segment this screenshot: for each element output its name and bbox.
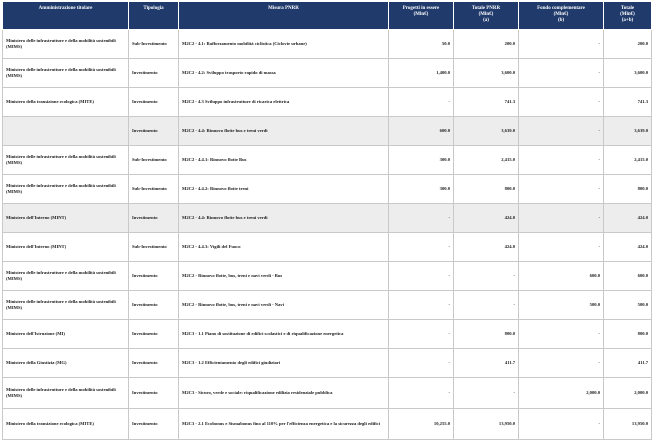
cell-administration: Ministero dell'Interno (MINT) [3, 204, 129, 233]
cell-measure: M2C3 - 1.1 Piano di sostituzione di edifici scolastici e di riqualificazione energetica [179, 320, 389, 349]
cell-measure: M2C2 - 4.1: Rafforzamento mobilità ciclistica (Ciclovie urbane) [179, 30, 389, 59]
cell-total: 2,415.0 [604, 146, 652, 175]
cell-complementary-fund: - [519, 320, 604, 349]
cell-projects: - [389, 88, 454, 117]
cell-total: 3,600.0 [604, 59, 652, 88]
table-row [3, 146, 652, 175]
cell-total: 2,000.0 [604, 378, 652, 409]
table-row [3, 88, 652, 117]
cell-total: 411.7 [604, 349, 652, 378]
cell-type: Investimento [129, 291, 179, 320]
cell-total: 13,950.0 [604, 409, 652, 440]
table-row [3, 59, 652, 88]
cell-complementary-fund: - [519, 175, 604, 204]
cell-complementary-fund: - [519, 30, 604, 59]
cell-projects: 300.0 [389, 146, 454, 175]
cell-projects: - [389, 349, 454, 378]
cell-total: 800.0 [604, 175, 652, 204]
header-type: Tipologia [129, 2, 179, 30]
cell-projects: - [389, 204, 454, 233]
cell-measure: M2C2 - 4.4.3: Vigili del Fuoco [179, 233, 389, 262]
header-measure: Misura PNRR [179, 2, 389, 30]
cell-pnrr-total: 3,600.0 [454, 59, 519, 88]
cell-complementary-fund: - [519, 117, 604, 146]
cell-total: 800.0 [604, 320, 652, 349]
cell-type: Sub-Investimento [129, 146, 179, 175]
cell-complementary-fund: 500.0 [519, 291, 604, 320]
cell-administration: Ministero della Giustizia (MG) [3, 349, 129, 378]
cell-complementary-fund: 2,000.0 [519, 378, 604, 409]
header-pnrr-total: Totale PNRR (Mln€) (a) [454, 2, 519, 30]
cell-administration: Ministero delle infrastrutture e della mobilità sostenibili (MIMS) [3, 175, 129, 204]
cell-pnrr-total: - [454, 378, 519, 409]
cell-measure: M2C3 - 1.2 Efficientamento degli edifici giudiziari [179, 349, 389, 378]
cell-type: Investimento [129, 409, 179, 440]
cell-measure: M2C2 - Rinnovo flotte, bus, treni e navi verdi - Navi [179, 291, 389, 320]
cell-projects: - [389, 320, 454, 349]
cell-projects: 1,400.0 [389, 59, 454, 88]
cell-administration [3, 117, 129, 146]
cell-pnrr-total: 800.0 [454, 175, 519, 204]
header-complementary-fund: Fondo complementare (Mln€) (b) [519, 2, 604, 30]
cell-measure: M2C3 - Sicuro, verde e sociale: riqualificazione edilizia residenziale pubblica [179, 378, 389, 409]
cell-total: 3,639.0 [604, 117, 652, 146]
cell-measure: M2C3 - 2.1 Ecobonus e Sismabonus fino al 110% per l'efficienza energetica e la sicurezza degli edifici [179, 409, 389, 440]
cell-type: Sub-Investimento [129, 175, 179, 204]
table-row [3, 320, 652, 349]
cell-measure: M2C2 - 4.3 Sviluppo infrastrutture di ricarica elettrica [179, 88, 389, 117]
cell-measure: M2C2 - 4.4: Rinnovo flotte bus e treni verdi [179, 117, 389, 146]
cell-complementary-fund: - [519, 88, 604, 117]
cell-projects: 300.0 [389, 175, 454, 204]
cell-administration: Ministero delle infrastrutture e della mobilità sostenibili (MIMS) [3, 291, 129, 320]
cell-administration: Ministero della transizione ecologica (MITE) [3, 409, 129, 440]
cell-administration: Ministero della transizione ecologica (MITE) [3, 88, 129, 117]
cell-projects: 10,255.0 [389, 409, 454, 440]
cell-projects: 600.0 [389, 117, 454, 146]
table-row [3, 291, 652, 320]
cell-pnrr-total: - [454, 262, 519, 291]
table-row [3, 378, 652, 409]
table-body [3, 30, 652, 440]
cell-measure: M2C2 - 4.4.1: Rinnovo flotte Bus [179, 146, 389, 175]
cell-projects: - [389, 233, 454, 262]
table-row [3, 262, 652, 291]
cell-total: 424.0 [604, 233, 652, 262]
cell-type: Investimento [129, 88, 179, 117]
cell-total: 600.0 [604, 262, 652, 291]
header-projects: Progetti in essere (Mln€) [389, 2, 454, 30]
cell-projects: - [389, 291, 454, 320]
cell-pnrr-total: 800.0 [454, 320, 519, 349]
table-row [3, 204, 652, 233]
cell-administration: Ministero delle infrastrutture e della mobilità sostenibili (MIMS) [3, 262, 129, 291]
cell-measure: M2C2 - 4.2: Sviluppo trasporto rapido di massa [179, 59, 389, 88]
cell-type: Investimento [129, 349, 179, 378]
cell-pnrr-total: 2,415.0 [454, 146, 519, 175]
cell-pnrr-total: 424.0 [454, 233, 519, 262]
cell-type: Sub-Investimento [129, 30, 179, 59]
cell-complementary-fund: - [519, 59, 604, 88]
pnrr-measures-table-container [2, 1, 651, 440]
cell-administration: Ministero dell'Interno (MINT) [3, 233, 129, 262]
cell-type: Investimento [129, 117, 179, 146]
cell-type: Sub-Investimento [129, 233, 179, 262]
cell-type: Investimento [129, 59, 179, 88]
cell-complementary-fund: 600.0 [519, 262, 604, 291]
cell-projects: 50.0 [389, 30, 454, 59]
table-row [3, 30, 652, 59]
table-row [3, 233, 652, 262]
cell-administration: Ministero delle infrastrutture e della mobilità sostenibili (MIMS) [3, 378, 129, 409]
cell-complementary-fund: - [519, 233, 604, 262]
table-row [3, 175, 652, 204]
cell-projects: - [389, 262, 454, 291]
cell-complementary-fund: - [519, 146, 604, 175]
cell-total: 741.3 [604, 88, 652, 117]
table-row [3, 349, 652, 378]
cell-complementary-fund: - [519, 349, 604, 378]
cell-type: Investimento [129, 204, 179, 233]
cell-administration: Ministero dell'Istruzione (MI) [3, 320, 129, 349]
cell-complementary-fund: - [519, 204, 604, 233]
cell-total: 500.0 [604, 291, 652, 320]
cell-projects: - [389, 378, 454, 409]
cell-pnrr-total: 741.3 [454, 88, 519, 117]
header-administration: Amministrazione titolare [3, 2, 129, 30]
cell-total: 200.0 [604, 30, 652, 59]
cell-measure: M2C2 - 4.4.2: Rinnovo flotte treni [179, 175, 389, 204]
cell-type: Investimento [129, 378, 179, 409]
cell-pnrr-total: 411.7 [454, 349, 519, 378]
cell-pnrr-total: 200.0 [454, 30, 519, 59]
header-row [3, 2, 652, 30]
table-row [3, 409, 652, 440]
table-header [3, 2, 652, 30]
cell-measure: M2C2 - Rinnovo flotte, bus, treni e navi verdi - Bus [179, 262, 389, 291]
cell-complementary-fund: - [519, 409, 604, 440]
cell-administration: Ministero delle infrastrutture e della mobilità sostenibili (MIMS) [3, 146, 129, 175]
header-total: Totale (Mln€) (a+b) [604, 2, 652, 30]
cell-total: 424.0 [604, 204, 652, 233]
cell-type: Investimento [129, 320, 179, 349]
table-row [3, 117, 652, 146]
cell-type: Investimento [129, 262, 179, 291]
pnrr-measures-table [2, 1, 652, 440]
cell-pnrr-total: - [454, 291, 519, 320]
cell-pnrr-total: 13,950.0 [454, 409, 519, 440]
cell-administration: Ministero delle infrastrutture e della mobilità sostenibili (MIMS) [3, 30, 129, 59]
cell-measure: M2C2 - 4.4: Rinnovo flotte bus e treni verdi [179, 204, 389, 233]
cell-pnrr-total: 424.0 [454, 204, 519, 233]
cell-administration: Ministero delle infrastrutture e della mobilità sostenibili (MIMS) [3, 59, 129, 88]
cell-pnrr-total: 3,639.0 [454, 117, 519, 146]
